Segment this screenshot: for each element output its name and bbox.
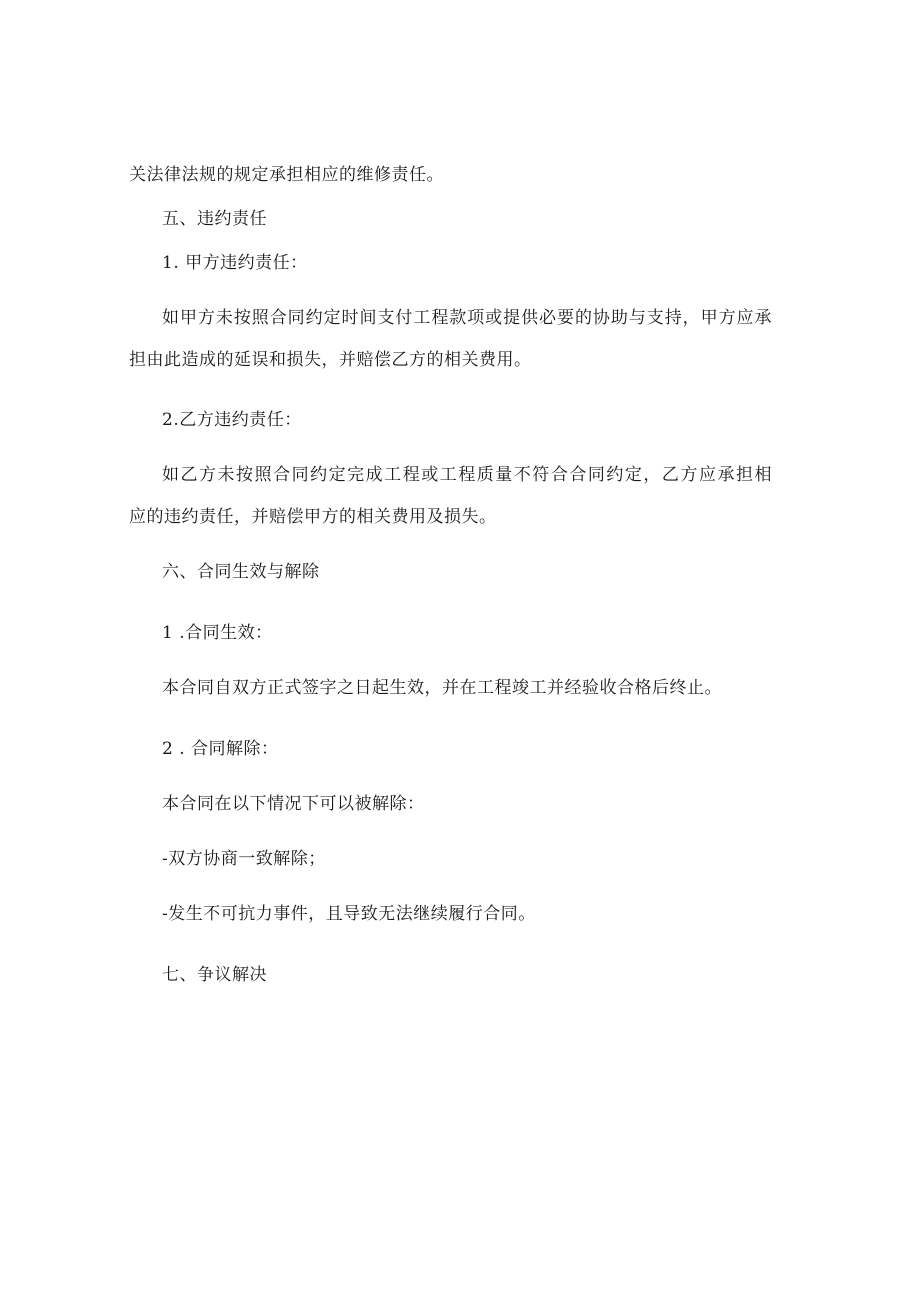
paragraph-line: 如乙方未按照合同约定完成工程或工程质量不符合合同约定，乙方应承担相 bbox=[162, 465, 772, 485]
subsection-heading: 1. 甲方违约责任： bbox=[162, 253, 308, 273]
paragraph-line: 如甲方未按照合同约定时间支付工程款项或提供必要的协助与支持，甲方应承 bbox=[162, 308, 772, 328]
paragraph-line: 本合同自双方正式签字之日起生效，并在工程竣工并经验收合格后终止。 bbox=[162, 678, 722, 698]
subsection-heading: 2.乙方违约责任： bbox=[162, 410, 302, 430]
list-item: -发生不可抗力事件，且导致无法继续履行合同。 bbox=[162, 904, 536, 924]
section-heading: 六、合同生效与解除 bbox=[162, 562, 320, 582]
paragraph-line: 本合同在以下情况下可以被解除： bbox=[162, 794, 425, 814]
section-heading: 七、争议解决 bbox=[162, 965, 267, 985]
paragraph-line: 应的违约责任，并赔偿甲方的相关费用及损失。 bbox=[129, 507, 497, 527]
subsection-heading: 2 . 合同解除： bbox=[162, 739, 279, 759]
list-item: -双方协商一致解除； bbox=[162, 849, 326, 869]
subsection-heading: 1 .合同生效： bbox=[162, 623, 273, 643]
section-heading: 五、违约责任 bbox=[162, 209, 267, 229]
paragraph-line: 担由此造成的延误和损失，并赔偿乙方的相关费用。 bbox=[129, 350, 532, 370]
paragraph-line: 关法律法规的规定承担相应的维修责任。 bbox=[129, 165, 444, 185]
